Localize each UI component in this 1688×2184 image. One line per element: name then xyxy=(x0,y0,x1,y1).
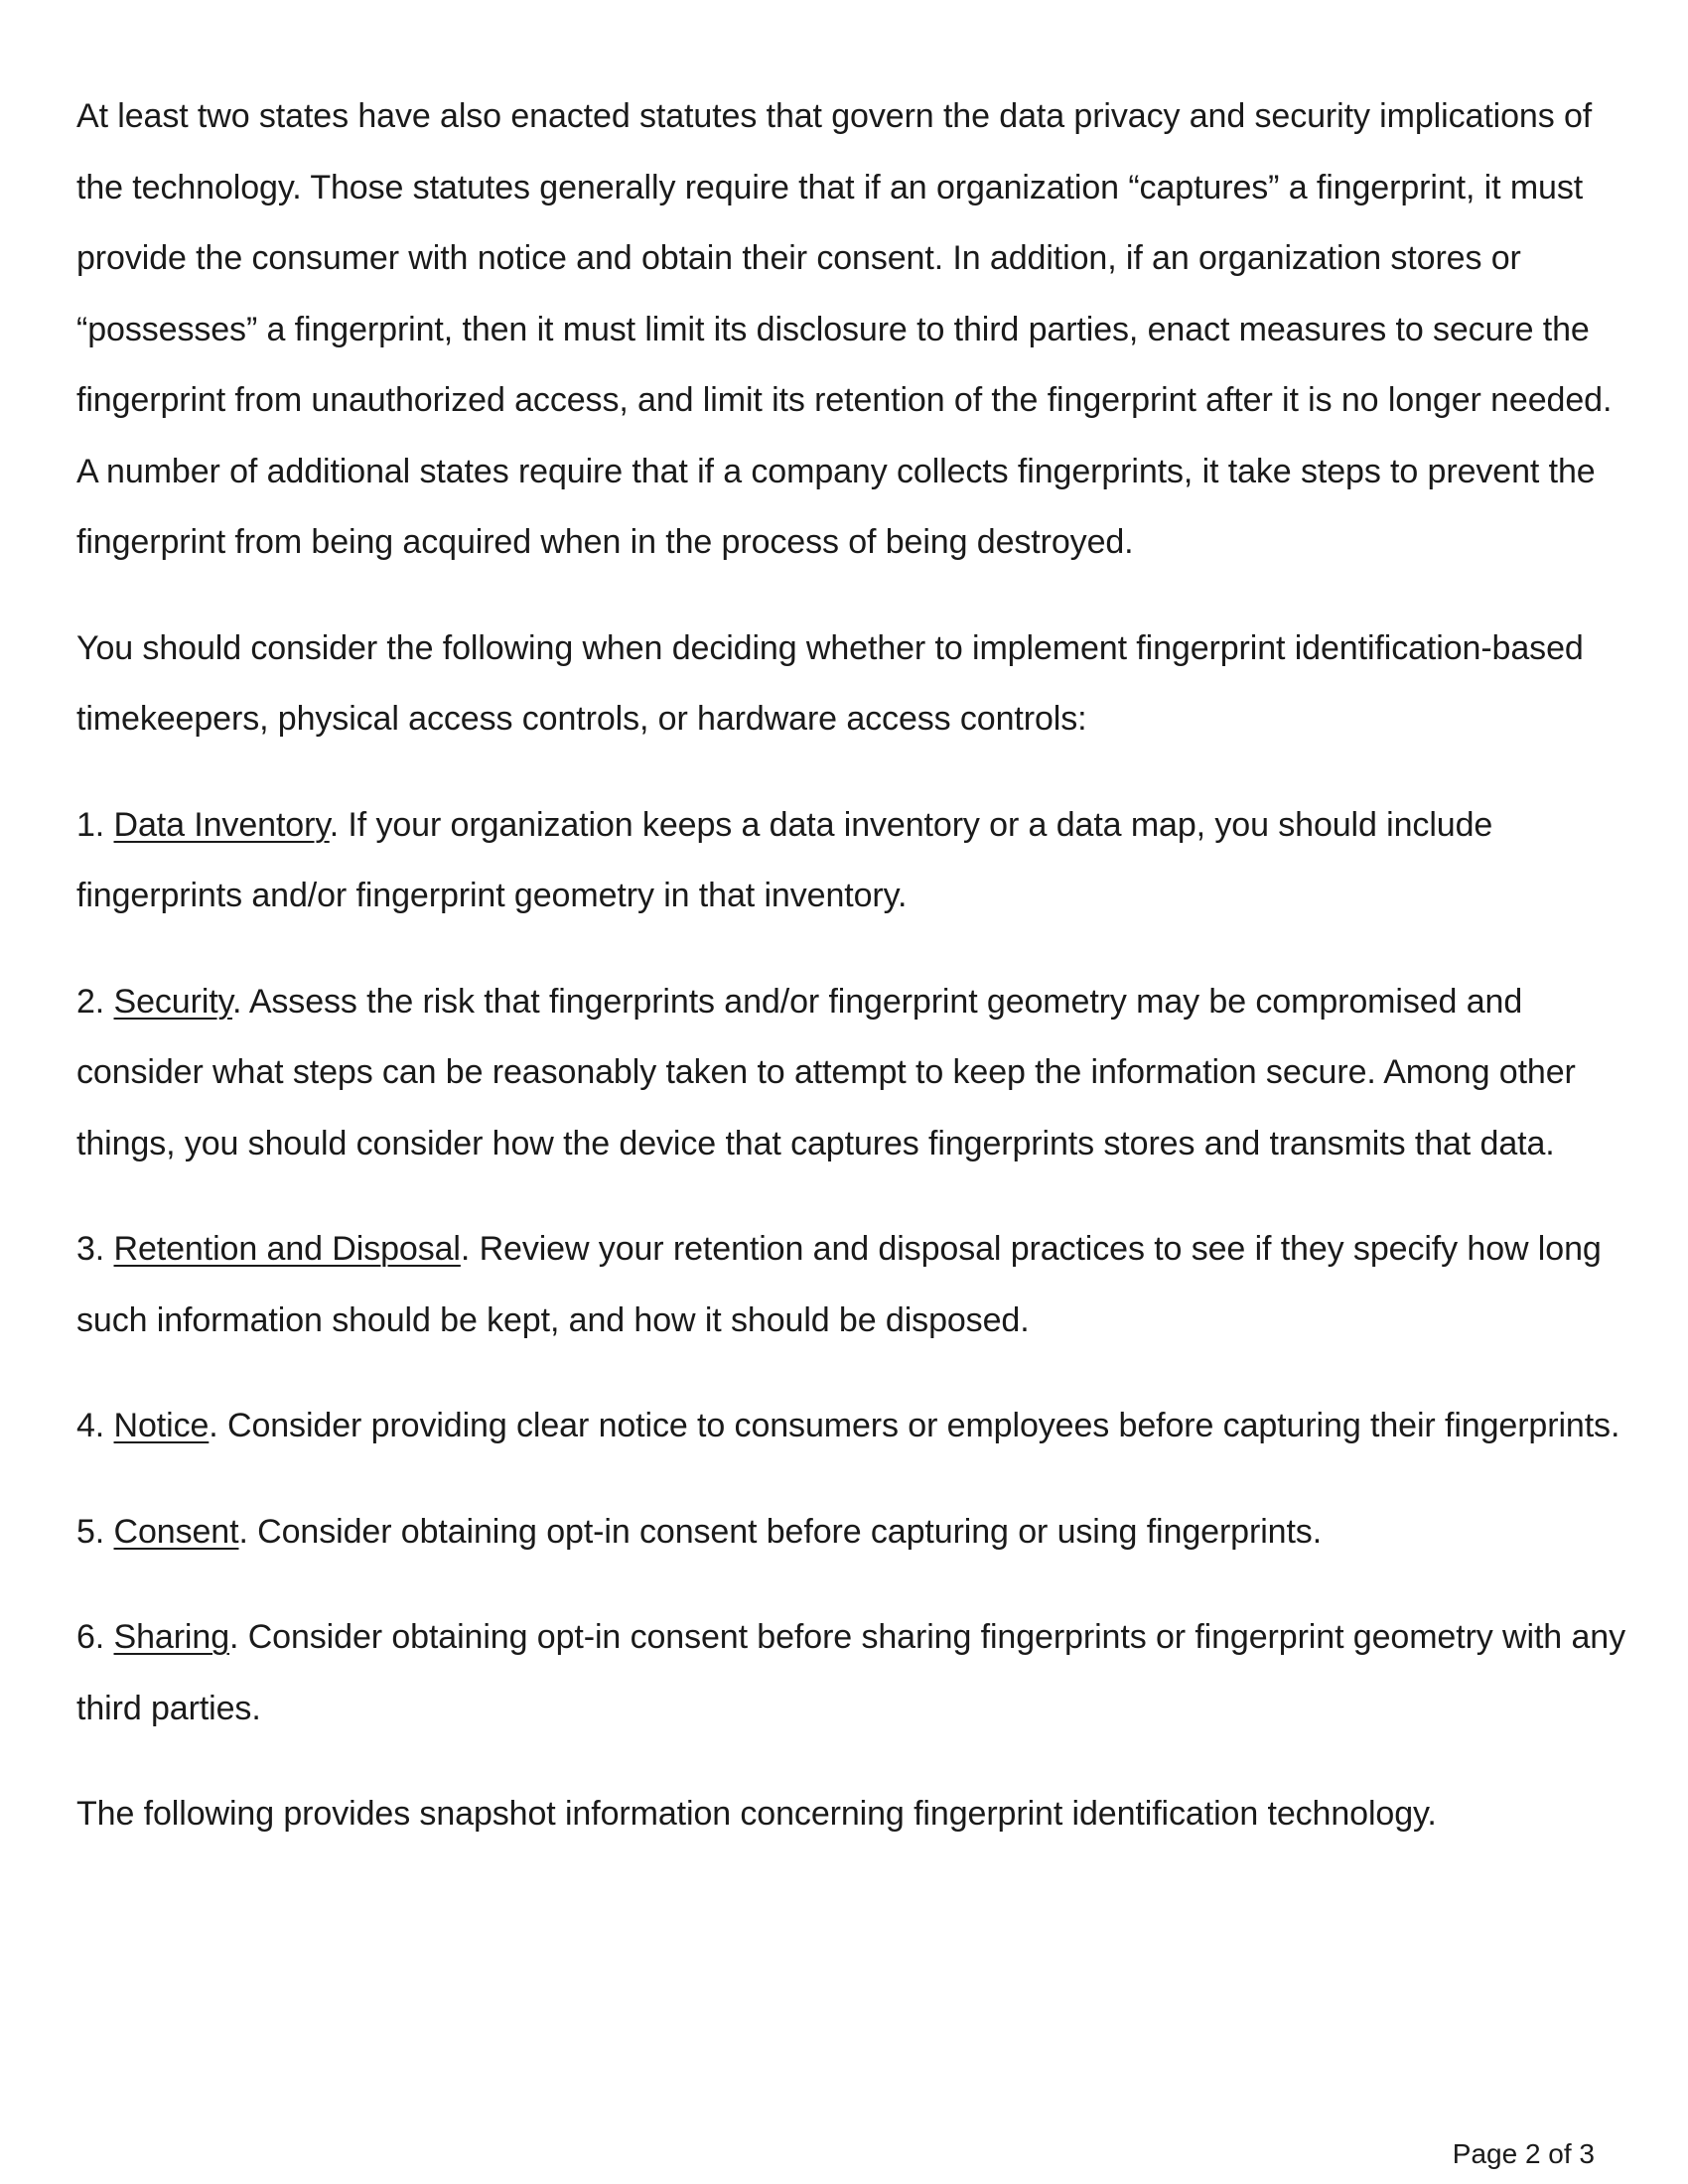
list-item-retention-and-disposal xyxy=(76,1214,1625,1356)
consider-paragraph: You should consider the following when deciding whether to implement fingerprint identification-based timekeepers, physical access controls, or hardware access controls: xyxy=(76,628,1584,738)
item-number: 6. xyxy=(76,1618,105,1656)
item-title-sharing: Sharing xyxy=(113,1618,230,1656)
intro-paragraph: At least two states have also enacted statutes that govern the data privacy and security implications of the technology. Those statutes generally require that if an organization “captures” a fingerprint, it must provide the consumer with notice and obtain their consent. In addition, if an organization stores or “possesses” a fingerprint, then it must limit its disclosure to third parties, enact measures to secure the fingerprint from unauthorized access, and limit its retention of the fingerprint after it is no longer needed. A number of additional states require that if a company collects fingerprints, it take steps to prevent the fingerprint from being acquired when in the process of being destroyed. xyxy=(76,97,1613,561)
list-item-security xyxy=(76,967,1625,1180)
item-number: 4. xyxy=(76,1407,105,1444)
closing-paragraph: The following provides snapshot information concerning fingerprint identification technology. xyxy=(76,1795,1437,1833)
item-title-data-inventory: Data Inventory xyxy=(113,805,330,844)
item-title-notice: Notice xyxy=(113,1407,210,1444)
item-text: . Review your retention and disposal practices to see if they specify how long such information should be kept, and how it should be disposed. xyxy=(76,1230,1602,1339)
item-title-consent: Consent xyxy=(113,1512,239,1551)
item-number: 2. xyxy=(76,982,105,1021)
page-number: Page 2 of 3 xyxy=(1452,2138,1595,2169)
item-title-security: Security xyxy=(113,982,233,1021)
item-text: . Assess the risk that fingerprints and/or fingerprint geometry may be compromised and consider what steps can be reasonably taken to attempt to keep the information secure. Among other things, you should consider how the device that captures fingerprints stores and transmits that data. xyxy=(76,982,1576,1162)
item-text: . Consider providing clear notice to consumers or employees before capturing their fingerprints. xyxy=(209,1407,1620,1444)
list-item-notice xyxy=(76,1391,1625,1462)
item-number: 3. xyxy=(76,1230,105,1268)
item-title-retention-and-disposal: Retention and Disposal xyxy=(113,1230,461,1268)
list-item-consent xyxy=(76,1497,1625,1569)
document-body xyxy=(76,81,1625,1885)
item-number: 1. xyxy=(76,805,105,844)
item-text: . Consider obtaining opt-in consent before sharing fingerprints or fingerprint geometry with any third parties. xyxy=(76,1618,1625,1727)
item-text: . Consider obtaining opt-in consent before capturing or using fingerprints. xyxy=(238,1512,1323,1551)
list-item-data-inventory xyxy=(76,790,1625,932)
item-text: . If your organization keeps a data inventory or a data map, you should include fingerprints and/or fingerprint geometry in that inventory. xyxy=(76,805,1493,914)
list-item-sharing xyxy=(76,1602,1625,1744)
item-number: 5. xyxy=(76,1512,105,1551)
